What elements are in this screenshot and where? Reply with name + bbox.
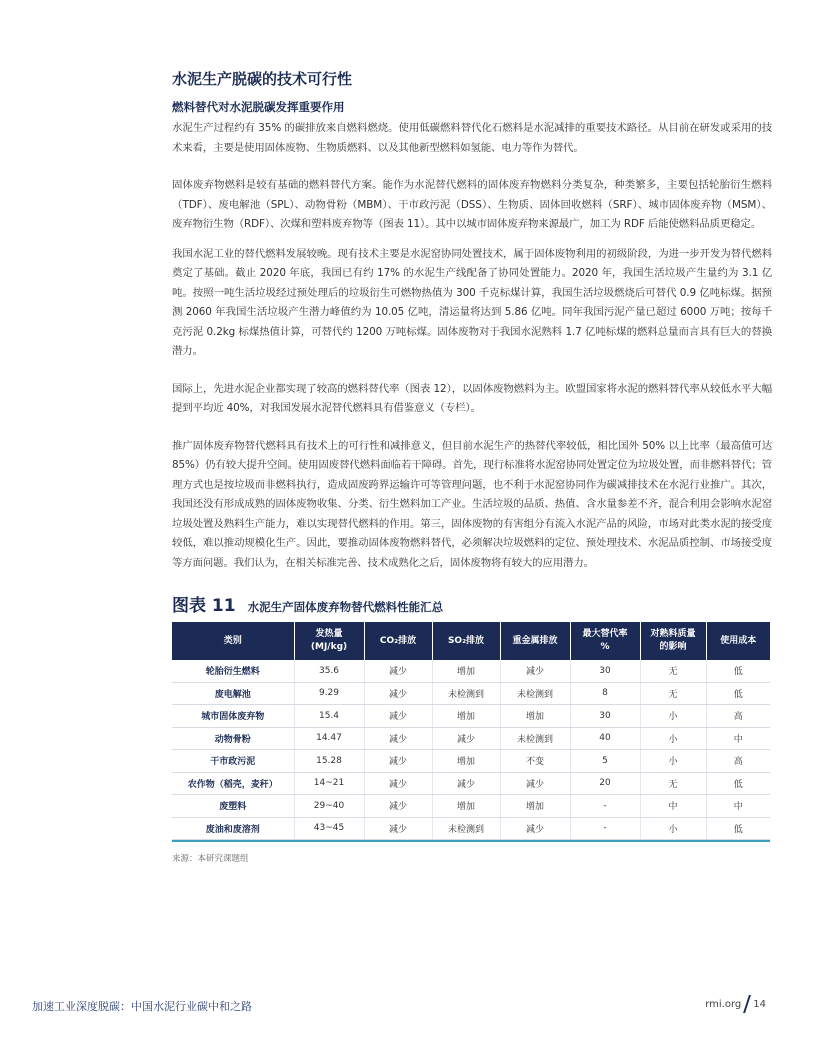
table-cell: 减少 [432,727,500,750]
table-cell: 未检测到 [432,682,500,705]
table-body [172,660,770,840]
table-cell: 无 [640,682,706,705]
table-cell: 29~40 [294,795,364,818]
table-row [172,772,770,795]
table-cell: 减少 [364,750,432,773]
table-cell: 43~45 [294,817,364,840]
table-cell: 8 [570,682,640,705]
table-header-cell: 使用成本 [720,635,757,646]
table-cell: 小 [640,727,706,750]
footer-page-number: 14 [753,998,766,1010]
table-cell: - [570,817,640,840]
table-header-cell: SO₂排放 [432,622,500,660]
table-cell: 减少 [364,795,432,818]
table-row [172,750,770,773]
table-cell: 增加 [432,750,500,773]
table-cell: - [570,795,640,818]
figure-source: 来源：本研究课题组 [172,854,249,864]
table-header-cell: 重金属排放 [500,622,570,660]
table-cell: 20 [570,772,640,795]
table-cell: 高 [706,750,770,773]
table-cell: 15.4 [294,705,364,728]
table-cell: 增加 [500,705,570,728]
table-row [172,817,770,840]
table-cell: 小 [640,750,706,773]
subsection-title: 燃料替代对水泥脱碳发挥重要作用 [172,100,345,114]
table-cell: 增加 [432,795,500,818]
table-category-cell: 轮胎衍生燃料 [172,660,294,682]
table-category-cell: 动物骨粉 [172,727,294,750]
table-cell: 减少 [500,660,570,682]
table-cell: 15.28 [294,750,364,773]
paragraph-solid-waste: 固体废弃物燃料是较有基础的燃料替代方案。能作为水泥替代燃料的固体废弃物燃料分类复杂，种类繁多，主要包括轮胎衍生燃料（TDF）、废电解池（SPL）、动物骨粉（MBM）、干市政污泥（DSS）、生物质、固体回收燃料（SRF）、城市固体废弃物（MSM）、废弃物衍生物（RDF）、次煤和塑料废弃物等（图表 11）。其中以城市固体废弃物来源最广，加工为 RDF 后能使燃料品质更稳定。 [172,179,772,230]
table-cell: 35.6 [294,660,364,682]
table-bottom-rule [172,840,770,842]
paragraph-barriers: 推广固体废弃物替代燃料具有技术上的可行性和减排意义，但目前水泥生产的热替代率较低，相比国外 50% 以上比率（最高值可达 85%）仍有较大提升空间。使用固废替代燃料面临若干障碍。首先，现行标准将水泥窑协同处置定位为垃圾处置，而非燃料替代；管理方式也是按垃圾而非燃料执行，造成固废跨界运输许可等管理问题，也不利于水泥窑协同作为碳减排技术在水泥行业推广。其次，我国还没有形成成熟的固体废物收集、分类、衍生燃料加工产业。生活垃圾的品质、热值、含水量参差不齐，混合利用会影响水泥窑垃圾处置及熟料生产能力，难以实现替代燃料的作用。第三，固体废物的有害组分有流入水泥产品的风险，市场对此类水泥的接受度较低，难以推动规模化生产。因此，要推动固体废物燃料替代，必须解决垃圾燃料的定位、预处理技术、水泥品质控制、市场接受度等方面问题。我们认为，在相关标准完善、技术成熟化之后，固体废物将有较大的应用潜力。 [172,439,772,569]
table-cell: 中 [640,795,706,818]
table-cell: 减少 [364,817,432,840]
table-category-cell: 干市政污泥 [172,750,294,773]
table-cell: 不变 [500,750,570,773]
table-cell: 低 [706,817,770,840]
table-cell: 减少 [364,727,432,750]
footer-site-link[interactable]: rmi.org [705,998,742,1010]
table-cell: 30 [570,705,640,728]
table-cell: 增加 [432,660,500,682]
table-cell: 9.29 [294,682,364,705]
table-cell: 高 [706,705,770,728]
footer-page-info [705,995,766,1013]
section-title: 水泥生产脱碳的技术可行性 [172,70,353,88]
table-cell: 未检测到 [432,817,500,840]
table-header-cell: 类别 [172,622,294,660]
table-cell: 增加 [500,795,570,818]
figure-title [172,591,772,622]
main-content [172,70,772,864]
table-cell: 无 [640,660,706,682]
table-category-cell: 城市固体废弃物 [172,705,294,728]
table-header-cell: CO₂排放 [364,622,432,660]
paragraph-fuel-intro: 水泥生产过程约有 35% 的碳排放来自燃料燃烧。使用低碳燃料替代化石燃料是水泥减排的重要技术路径。从目前在研发或采用的技术来看，主要是使用固体废物、生物质燃料、以及其他新型燃料如氢能、电力等作为替代。 [172,122,772,154]
paragraph-international: 国际上，先进水泥企业都实现了较高的燃料替代率（图表 12），以固体废物燃料为主。欧盟国家将水泥的燃料替代率从较低水平大幅提到平均近 40%，对我国发展水泥替代燃料具有借鉴意义（专栏）。 [172,382,772,414]
table-cell: 40 [570,727,640,750]
table-category-cell: 废塑料 [172,795,294,818]
table-header-cell: 对熟料质量 的影响 [640,622,706,660]
table-cell: 无 [640,772,706,795]
table-cell: 低 [706,660,770,682]
table-cell: 减少 [500,772,570,795]
table-category-cell: 废电解池 [172,682,294,705]
table-row [172,795,770,818]
table-category-cell: 废油和废溶剂 [172,817,294,840]
table-cell: 中 [706,727,770,750]
fuel-performance-table [172,622,770,840]
table-header-cell: 发热量 (MJ/kg) [294,622,364,660]
table-cell: 减少 [364,705,432,728]
table-row [172,705,770,728]
table-category-cell: 农作物（稻壳，麦秆） [172,772,294,795]
table-cell: 减少 [500,817,570,840]
paragraph-china-status: 我国水泥工业的替代燃料发展较晚。现有技术主要是水泥窑协同处置技术，属于固体废物利用的初级阶段，为进一步开发为替代燃料奠定了基础。截止 2020 年底，我国已有约 17% 的水泥生产线配备了协同处置能力。2020 年，我国生活垃圾产生量约为 3.1 亿吨。按照一吨生活垃圾经过预处理后的垃圾衍生可燃物热值为 300 千克标煤计算，我国生活垃圾燃烧后可替代 0.9 亿吨标煤。据预测 2060 年我国生活垃圾产生潜力峰值约为 10.05 亿吨，清运量将达到 5.86 亿吨。同年我国污泥产量已超过 6000 万吨；按每千克污泥 0.2kg 标煤热值计算，可替代约 1200 万吨标煤。固体废物对于我国水泥熟料 1.7 亿吨标煤的燃料总量而言具有巨大的替换潜力。 [172,247,772,357]
table-cell: 减少 [364,660,432,682]
figure-caption: 水泥生产固体废弃物替代燃料性能汇总 [247,600,444,614]
table-cell: 未检测到 [500,727,570,750]
table-cell: 14.47 [294,727,364,750]
table-cell: 减少 [364,682,432,705]
figure-number: 图表 11 [172,596,236,616]
table-cell: 未检测到 [500,682,570,705]
table-cell: 低 [706,682,770,705]
table-cell: 中 [706,795,770,818]
table-cell: 减少 [432,772,500,795]
table-cell: 5 [570,750,640,773]
table-row [172,660,770,682]
table-cell: 30 [570,660,640,682]
footer-report-title: 加速工业深度脱碳：中国水泥行业碳中和之路 [32,1000,252,1013]
table-cell: 小 [640,817,706,840]
table-cell: 低 [706,772,770,795]
table-cell: 减少 [364,772,432,795]
table-cell: 14~21 [294,772,364,795]
table-header-cell: 最大替代率 % [570,622,640,660]
table-cell: 小 [640,705,706,728]
table-row [172,727,770,750]
table-row [172,682,770,705]
table-header-row [172,622,770,660]
table-cell: 增加 [432,705,500,728]
slash-divider-icon [743,995,751,1013]
